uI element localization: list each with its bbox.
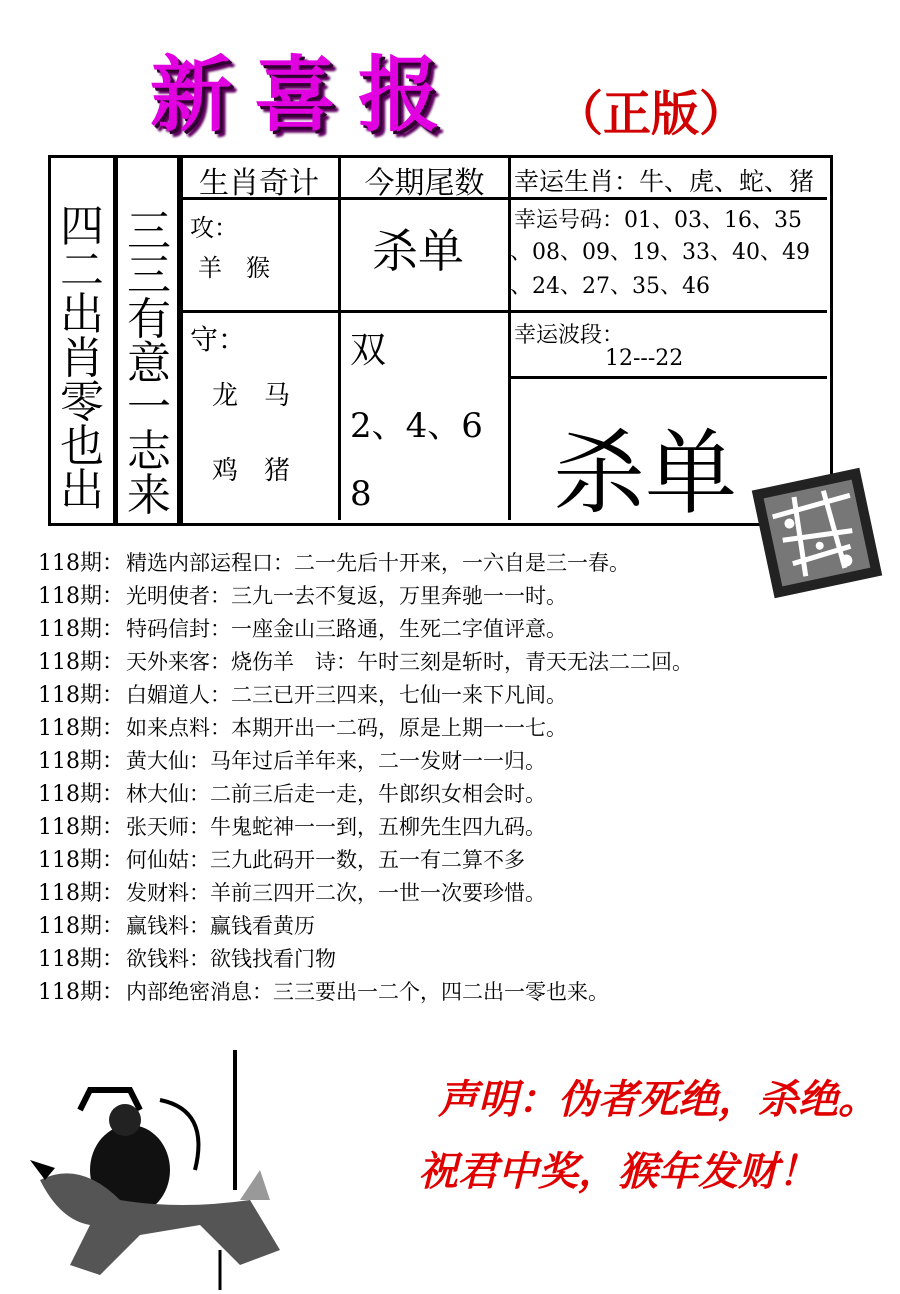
- list-item: 118期： 天外来客：烧伤羊 诗：午时三刻是斩时，青天无法二二回。: [38, 649, 693, 675]
- mid-divider: [177, 310, 827, 313]
- right-divider-1: [511, 197, 827, 200]
- list-item: 118期： 白媚道人：二三已开三四来，七仙一来下凡间。: [38, 682, 567, 708]
- big-kill: 杀单: [553, 420, 738, 527]
- left-column-2-text: 三三有意一志来: [127, 206, 171, 521]
- list-item: 118期： 如来点料：本期开出一二码，原是上期一一七。: [38, 715, 567, 741]
- list-item: 118期： 林大仙：二前三后走一走，牛郎织女相会时。: [38, 781, 546, 807]
- attack-label: 攻：: [190, 214, 238, 242]
- defend-label: 守：: [190, 323, 247, 356]
- list-item: 118期： 内部绝密消息：三三要出一二个，四二出一零也来。: [38, 979, 609, 1005]
- list-item: 118期： 欲钱料：欲钱找看门物: [38, 946, 336, 972]
- list-item: 118期： 特码信封：一座金山三路通，生死二字值评意。: [38, 616, 567, 642]
- right-divider-2: [511, 376, 827, 379]
- horseman-illustration: [20, 1050, 320, 1290]
- tail-digits: 2、4、6: [350, 406, 483, 446]
- lucky-zodiac: 幸运生肖：牛、虎、蛇、猪: [514, 167, 815, 196]
- header-zodiac-strategy: 生肖奇计: [199, 166, 319, 201]
- list-item: 118期： 赢钱料：赢钱看黄历: [38, 913, 315, 939]
- lucky-band-value: 12---22: [605, 346, 684, 371]
- page-title: 新喜报: [150, 47, 463, 143]
- prediction-list: [38, 545, 693, 1007]
- tail-double: 双: [350, 330, 387, 371]
- list-item: 118期： 黄大仙：马年过后羊年来，二一发财一一归。: [38, 748, 546, 774]
- defend-values-2: 鸡 猪: [212, 456, 291, 486]
- col-divider-1: [338, 155, 341, 520]
- seal-stamp: [742, 458, 892, 608]
- attack-values: 羊 猴: [198, 254, 270, 282]
- edition-label: （正版）: [555, 86, 748, 142]
- left-column-1-text: 四二出肖零也出: [60, 201, 104, 516]
- wish-message: 祝君中奖，猴年发财！: [418, 1148, 818, 1195]
- disclaimer-statement: 声明：伪者死绝，杀绝。: [438, 1076, 878, 1123]
- list-item: 118期： 精选内部运程口：二一先后十开来，一六自是三一春。: [38, 550, 630, 576]
- lucky-numbers-3: 、24、27、35、46: [510, 274, 710, 299]
- list-item: 118期： 张天师：牛鬼蛇神一一到，五柳先生四九码。: [38, 814, 546, 840]
- tail-kill: 杀单: [372, 224, 464, 278]
- list-item: 118期： 发财料：羊前三四开二次，一世一次要珍惜。: [38, 880, 546, 906]
- list-item: 118期： 何仙姑：三九此码开一数，五一有二算不多: [38, 847, 525, 873]
- lucky-numbers: 幸运号码：01、03、16、35: [514, 208, 802, 233]
- lucky-band-label: 幸运波段：: [514, 323, 625, 348]
- tail-digit-extra: 8: [350, 474, 372, 514]
- list-item: 118期： 光明使者：三九一去不复返，万里奔驰一一时。: [38, 583, 567, 609]
- header-tail-number: 今期尾数: [364, 166, 485, 201]
- col-divider-2: [508, 155, 511, 520]
- defend-values-1: 龙 马: [212, 381, 291, 411]
- lucky-numbers-2: 、08、09、19、33、40、49: [510, 240, 810, 265]
